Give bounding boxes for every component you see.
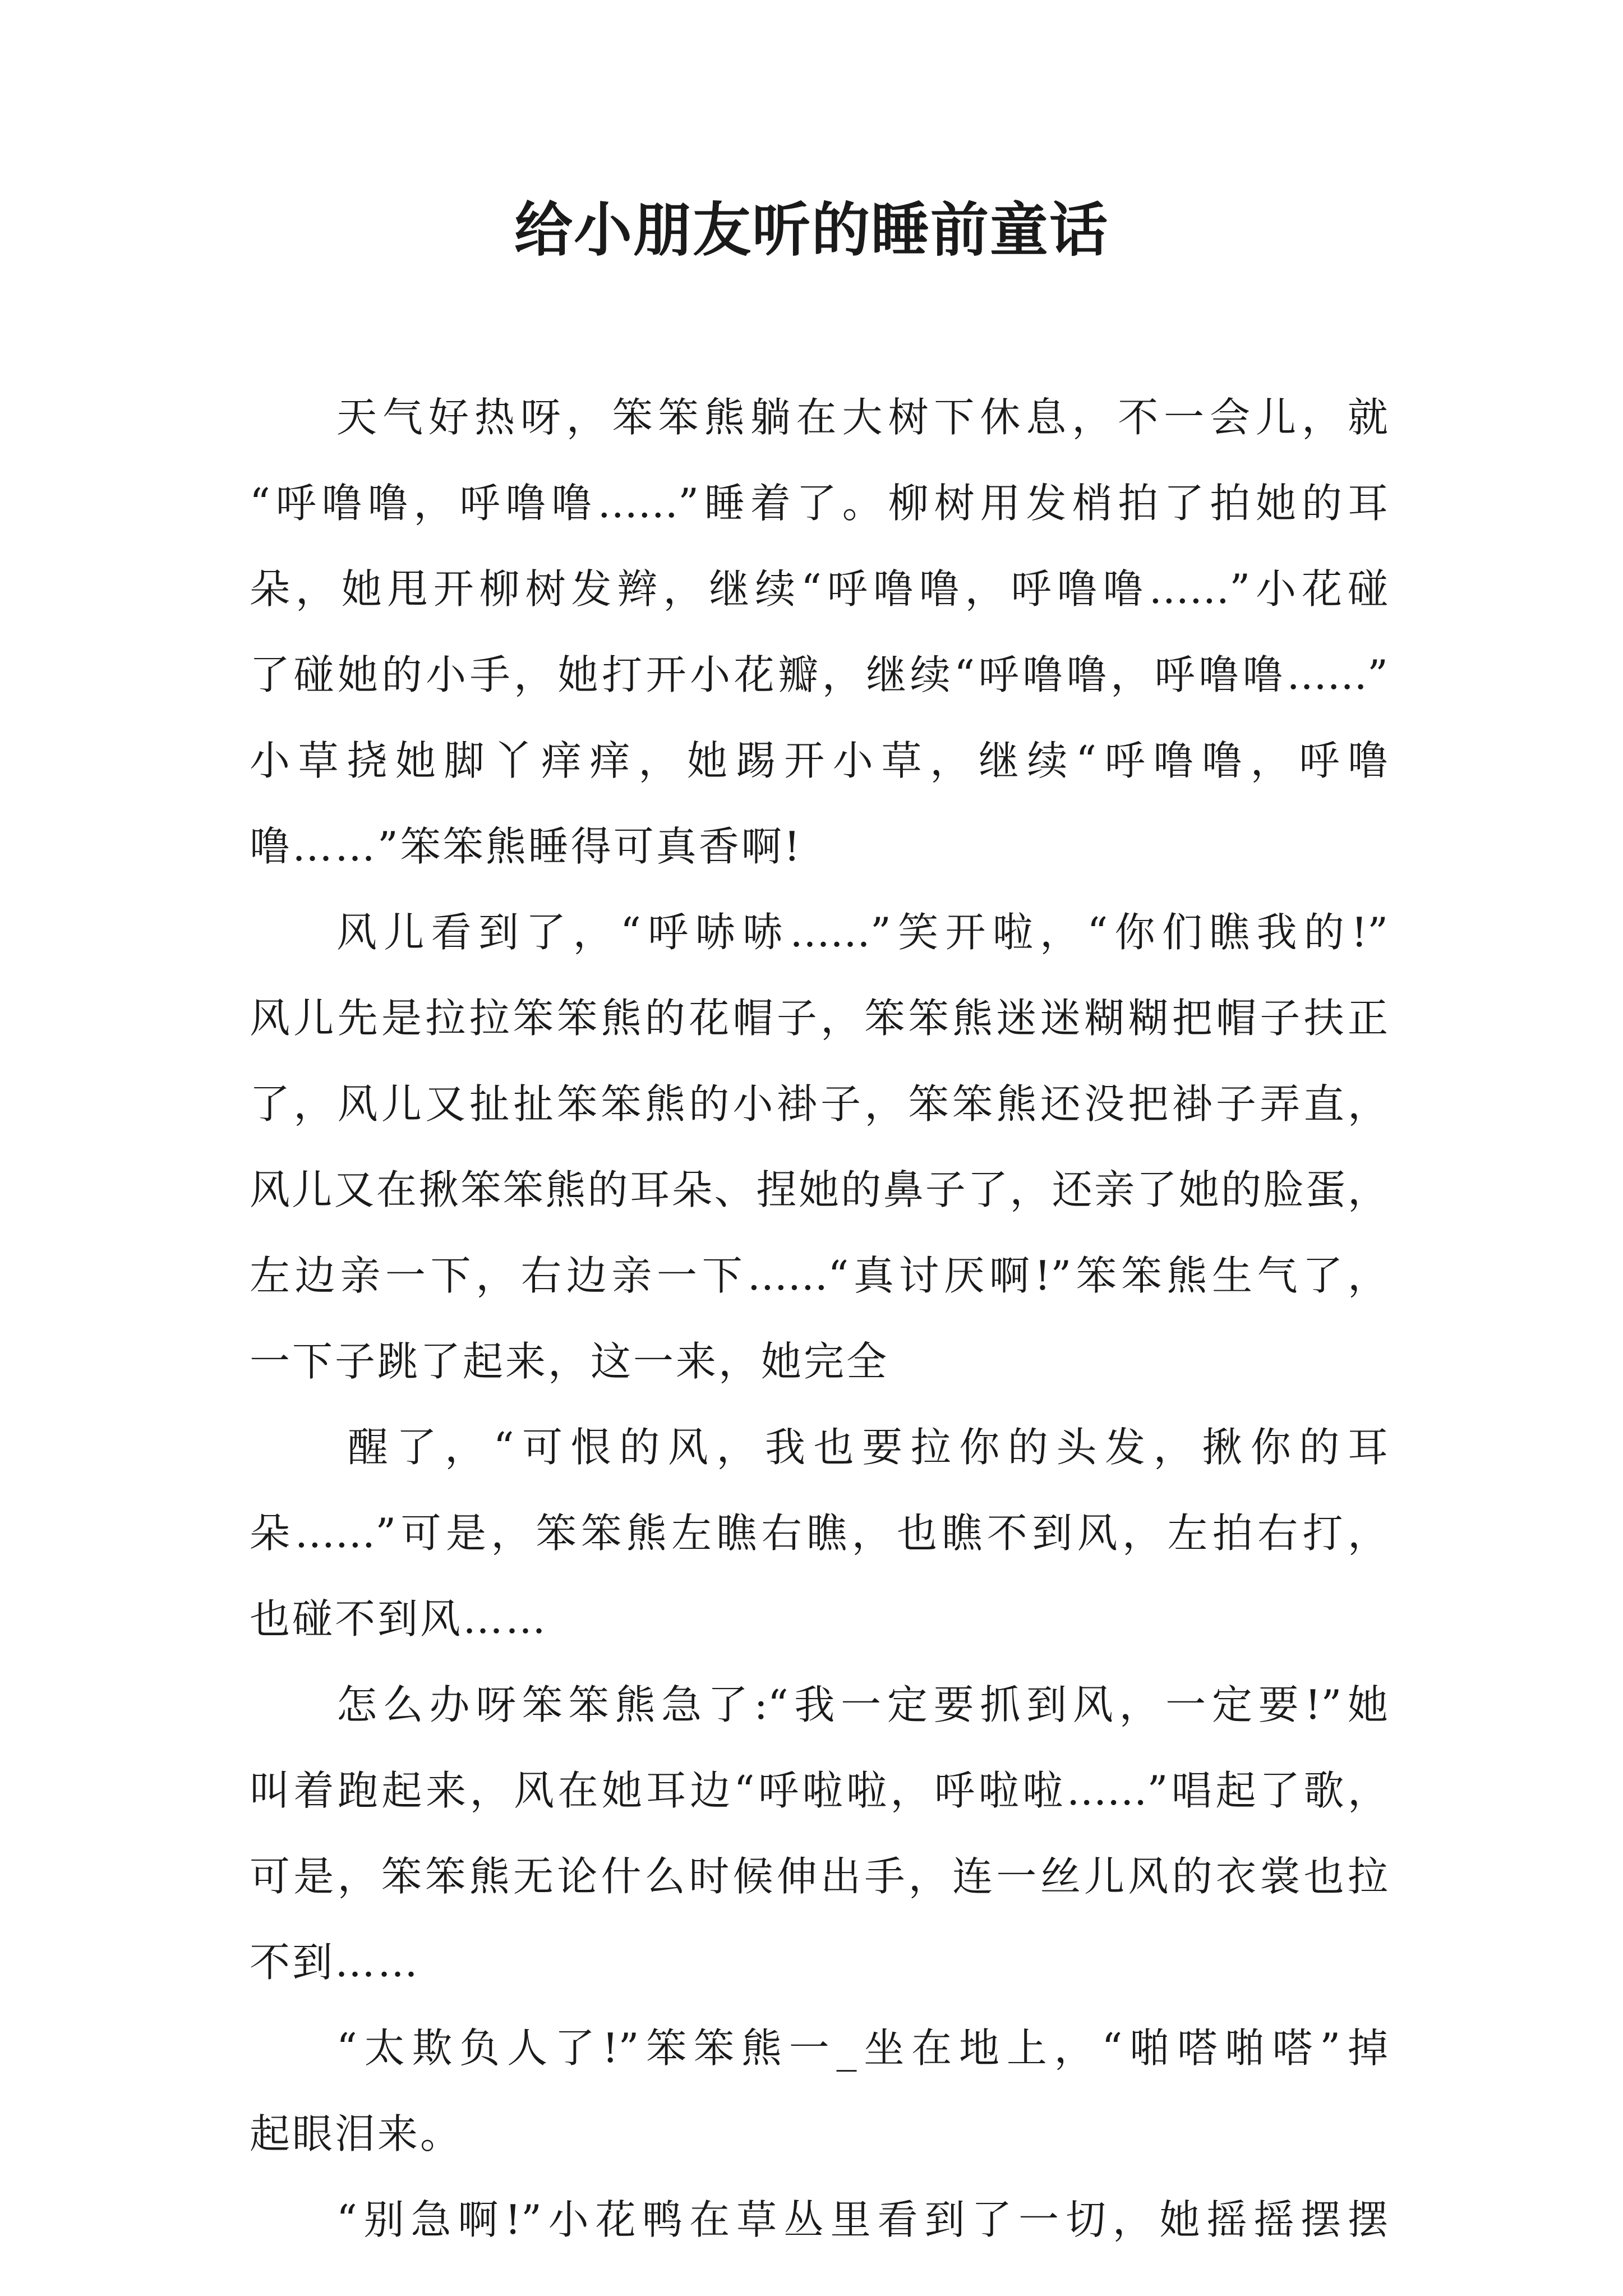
text-line: “别急啊!”小花鸭在草丛里看到了一切，她摇摇摆摆 (336, 2196, 1388, 2243)
text-line: 不到…… (250, 1939, 421, 1986)
text-line: 风儿看到了，“呼哧哧……”笑开啦，“你们瞧我的!” (336, 909, 1388, 956)
text-line: 风儿又在揪笨笨熊的耳朵、捏她的鼻子了，还亲了她的脸蛋， (250, 1166, 1388, 1213)
document-title: 给小朋友听的睡前童话 (514, 195, 1109, 264)
text-line: 朵，她甩开柳树发辫，继续“呼噜噜，呼噜噜……”小花碰 (250, 565, 1388, 613)
text-line: 噜……”笨笨熊睡得可真香啊! (250, 823, 803, 870)
text-line: 了碰她的小手，她打开小花瓣，继续“呼噜噜，呼噜噜……” (250, 651, 1388, 698)
text-line: 天气好热呀，笨笨熊躺在大树下休息，不一会儿，就 (336, 394, 1388, 441)
text-line: 起眼泪来。 (250, 2110, 463, 2157)
text-line: 一下子跳了起来，这一来，她完全 (250, 1338, 889, 1385)
text-line: 小草挠她脚丫痒痒，她踢开小草，继续“呼噜噜，呼噜 (250, 737, 1388, 784)
text-line: “呼噜噜，呼噜噜……”睡着了。柳树用发梢拍了拍她的耳 (250, 480, 1388, 527)
text-line: 醒了，“可恨的风，我也要拉你的头发，揪你的耳 (348, 1424, 1388, 1471)
text-line: 左边亲一下，右边亲一下……“真讨厌啊!”笨笨熊生气了， (250, 1252, 1388, 1299)
text-line: 风儿先是拉拉笨笨熊的花帽子，笨笨熊迷迷糊糊把帽子扶正 (250, 995, 1388, 1042)
text-line: 可是，笨笨熊无论什么时候伸出手，连一丝儿风的衣裳也拉 (250, 1853, 1388, 1900)
text-line: 怎么办呀笨笨熊急了:“我一定要抓到风，一定要!”她 (336, 1681, 1388, 1728)
text-line: 叫着跑起来，风在她耳边“呼啦啦，呼啦啦……”唱起了歌， (250, 1767, 1388, 1814)
document-body (250, 375, 1388, 2263)
text-line: 也碰不到风…… (250, 1595, 548, 1642)
text-line: 朵……”可是，笨笨熊左瞧右瞧，也瞧不到风，左拍右打， (250, 1510, 1388, 1557)
text-line: “太欺负人了!”笨笨熊一_坐在地上，“啪嗒啪嗒”掉 (336, 2024, 1388, 2072)
text-line: 了，风儿又扯扯笨笨熊的小褂子，笨笨熊还没把褂子弄直， (250, 1080, 1388, 1128)
